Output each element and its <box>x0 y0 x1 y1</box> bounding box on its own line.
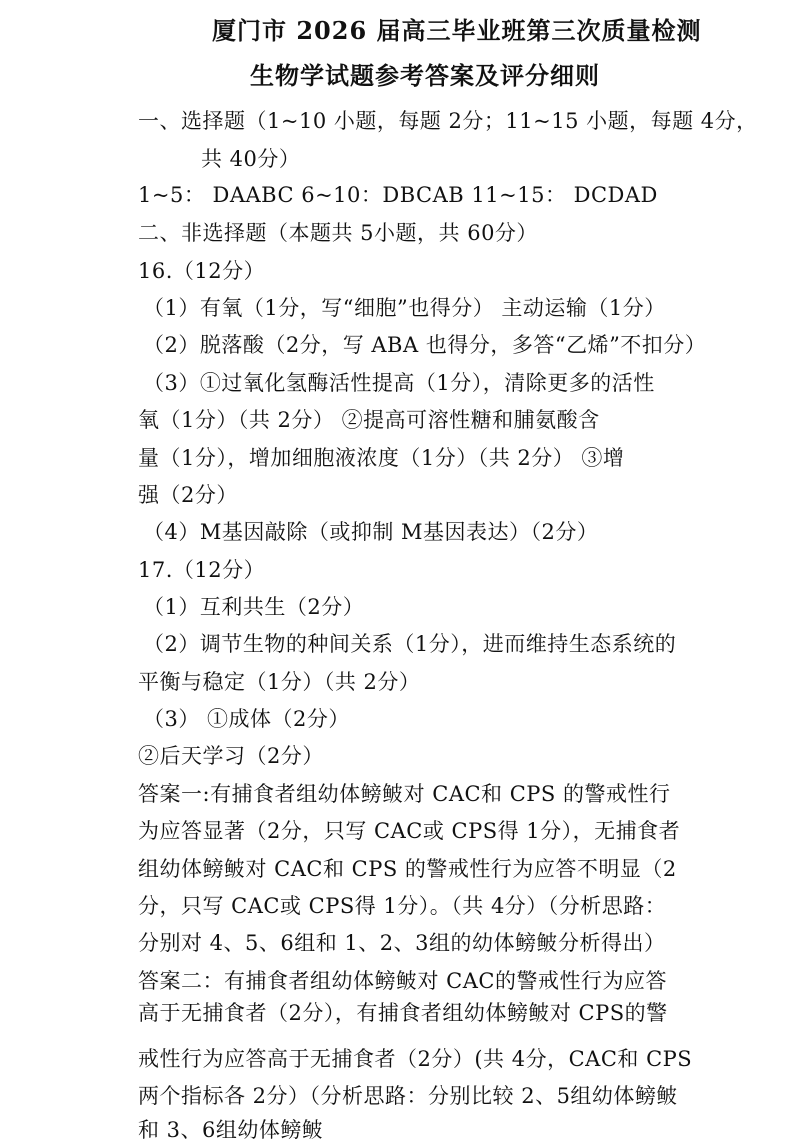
q17-part3-sub2: ②后天学习（2分） <box>138 744 324 768</box>
q16-part3-cont: 强（2分） <box>138 483 238 507</box>
section1-heading-cont: 共 40分） <box>201 147 301 171</box>
answer-one-cont: 为应答显著（2分，只写 CAC或 CPS得 1分），无捕食者 <box>138 819 681 843</box>
answer-two-cont: 高于无捕食者（2分），有捕食者组幼体鳑鲏对 CPS的警 <box>138 1001 668 1025</box>
page-subtitle: 生物学试题参考答案及评分细则 <box>250 61 600 90</box>
answer-one: 答案一:有捕食者组幼体鳑鲏对 CAC和 CPS 的警戒性行 <box>138 782 671 806</box>
section1-answers: 1~5： DAABC 6~10：DBCAB 11~15： DCDAD <box>138 183 658 207</box>
q16-part3-cont: 量（1分），增加细胞液浓度（1分）（共 2分） ③增 <box>138 446 625 470</box>
answer-one-cont: 分别对 4、5、6组和 1、2、3组的幼体鳑鲏分析得出） <box>138 931 666 955</box>
answer-two-cont: 两个指标各 2分）（分析思路：分别比较 2、5组幼体鳑鲏 <box>138 1084 678 1108</box>
q16-part3: （3）①过氧化氢酶活性提高（1分），清除更多的活性 <box>143 371 655 395</box>
section1-heading: 一、选择题（1~10 小题，每题 2分；11~15 小题，每题 4分， <box>138 109 758 133</box>
section2-heading: 二、非选择题（本题共 5小题，共 60分） <box>138 221 538 245</box>
answer-one-cont: 分，只写 CAC或 CPS得 1分）。（共 4分）（分析思路： <box>138 894 667 918</box>
page-title: 厦门市 2026 届高三毕业班第三次质量检测 <box>212 16 702 45</box>
answer-two-cut-line: 和 3、6组幼体鳑鲏 <box>138 1118 324 1142</box>
q16-label: 16.（12分） <box>138 259 266 283</box>
q16-part2: （2）脱落酸（2分，写 ABA 也得分，多答“乙烯”不扣分） <box>143 333 707 357</box>
q17-part3: （3） ①成体（2分） <box>143 707 350 731</box>
q16-part1: （1）有氧（1分，写“细胞”也得分） 主动运输（1分） <box>143 296 666 320</box>
q16-part4: （4）M基因敲除（或抑制 M基因表达）（2分） <box>143 520 599 544</box>
q17-part2: （2）调节生物的种间关系（1分），进而维持生态系统的 <box>143 632 677 656</box>
q17-part1: （1）互利共生（2分） <box>143 595 365 619</box>
answer-two: 答案二：有捕食者组幼体鳑鲏对 CAC的警戒性行为应答 <box>138 969 667 993</box>
answer-two-cont: 戒性行为应答高于无捕食者（2分）(共 4分，CAC和 CPS <box>138 1047 693 1071</box>
answer-one-cont: 组幼体鳑鲏对 CAC和 CPS 的警戒性行为应答不明显（2 <box>138 857 677 881</box>
q16-part3-cont: 氧（1分）（共 2分） ②提高可溶性糖和脯氨酸含 <box>138 408 600 432</box>
q17-part2-cont: 平衡与稳定（1分）（共 2分） <box>138 670 421 694</box>
q17-label: 17.（12分） <box>138 558 266 582</box>
